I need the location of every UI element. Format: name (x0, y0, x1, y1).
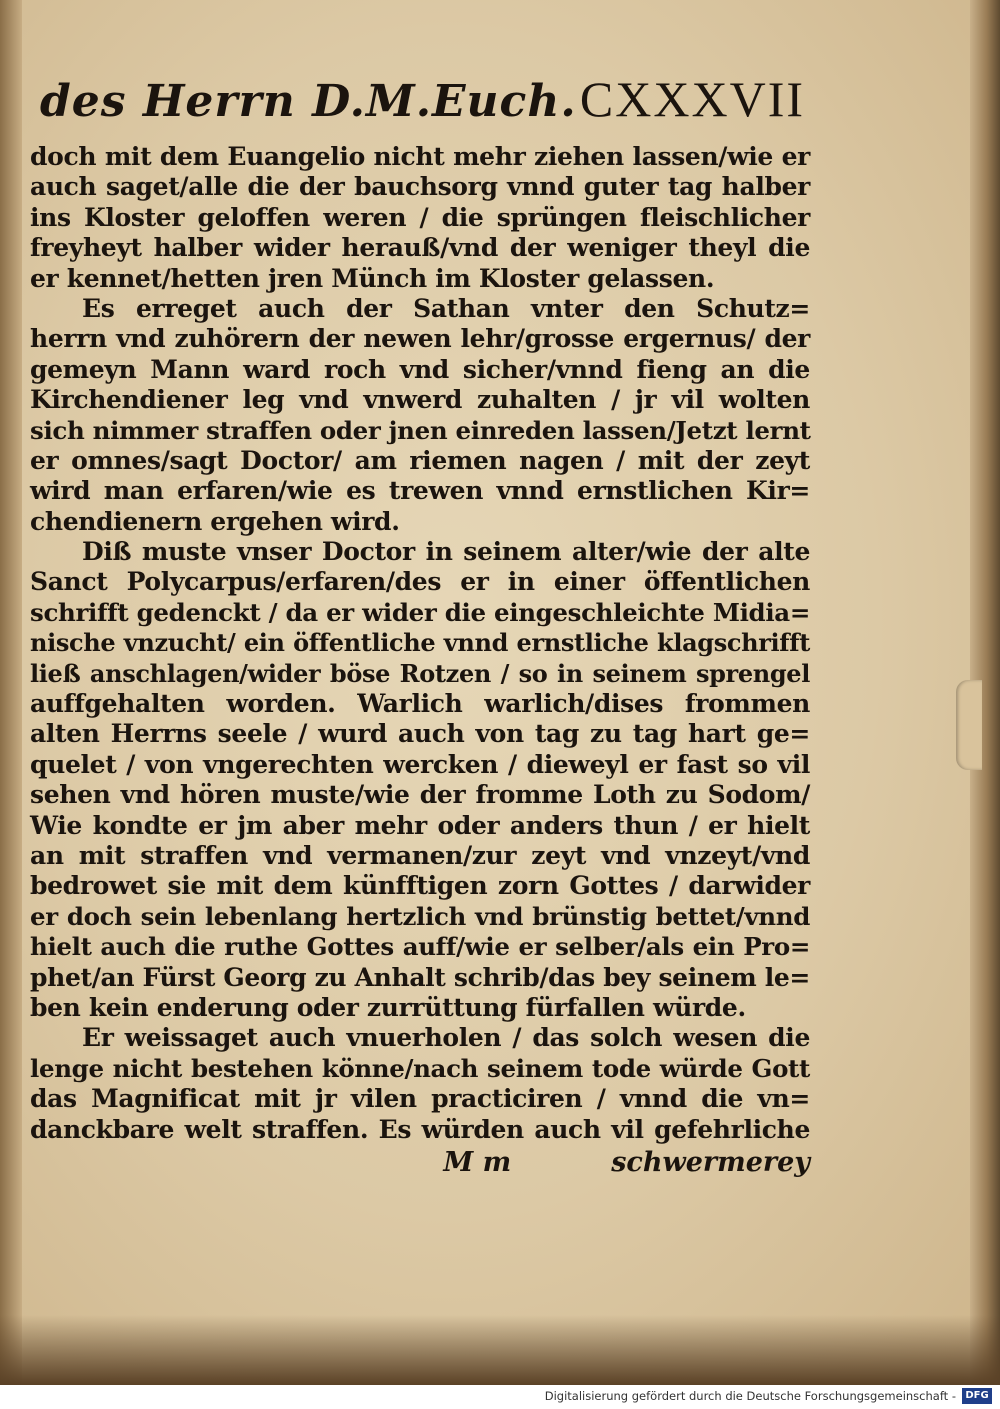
text-line: Er weissaget auch vnuerholen / das solch wesen die (82, 1023, 810, 1053)
text-line: freyheyt halber wider herauß/vnd der weniger theyl die (30, 233, 810, 263)
text-line: hielt auch die ruthe Gottes auff/wie er selber/als ein Pro= (30, 932, 810, 962)
text-line: an mit straffen vnd vermanen/zur zeyt vnd vnzeyt/vnd (30, 840, 810, 870)
text-line: er doch sein lebenlang hertzlich vnd brünstig bettet/vnnd (30, 901, 810, 931)
text-line: nische vnzucht/ ein öffentliche vnnd ernstliche klagschrifft (30, 628, 810, 658)
text-line: phet/an Fürst Georg zu Anhalt schrib/das bey seinem le= (30, 962, 811, 992)
page-bottom-shadow (0, 1315, 1000, 1385)
text-line: alten Herrns seele / wurd auch von tag zu tag hart ge= (30, 719, 810, 749)
text-line: Kirchendiener leg vnd vnwerd zuhalten / jr vil wolten (30, 385, 810, 415)
text-line: Es erreget auch der Sathan vnter den Schutz= (82, 293, 810, 323)
text-line: doch mit dem Euangelio nicht mehr ziehen lassen/wie er (30, 142, 810, 171)
text-line: sich nimmer straffen oder jnen einreden lassen/Jetzt lernt (30, 415, 811, 445)
text-line: chendienern ergehen wird. (30, 506, 400, 536)
text-line: ben kein enderung oder zurrüttung fürfallen würde. (30, 992, 746, 1022)
text-line: schrifft gedenckt / da er wider die eingeschleichte Midia= (30, 597, 810, 627)
text-line: auffgehalten worden. Warlich warlich/dises frommen (30, 689, 810, 719)
text-line: Sanct Polycarpus/erfaren/des er in einer öffentlichen (30, 567, 810, 597)
signature-mark: M m (443, 1146, 512, 1178)
page-left-edge (0, 0, 22, 1385)
running-head-title: des Herrn D.M.Euch. (40, 76, 577, 127)
dfg-logo-icon: DFG (962, 1388, 992, 1404)
printed-page (30, 70, 810, 1178)
folio-number: CXXXVII (579, 71, 805, 127)
body-text (30, 142, 810, 1145)
digitization-footer (0, 1385, 1000, 1409)
text-line: Wie kondte er jm aber mehr oder anders thun / er hielt (30, 810, 810, 840)
thumb-tab (956, 680, 982, 770)
text-line: quelet / von vngerechten wercken / dieweyl er fast so vil (30, 749, 810, 779)
text-line: er kennet/hetten jren Münch im Kloster gelassen. (30, 263, 715, 293)
text-line: er omnes/sagt Doctor/ am riemen nagen / mit der zeyt (30, 445, 810, 475)
text-line: wird man erfaren/wie es trewen vnnd ernstlichen Kir= (30, 476, 810, 506)
text-line: gemeyn Mann ward roch vnd sicher/vnnd fieng an die (30, 354, 810, 384)
text-line: das Magnificat mit jr vilen practiciren / vnnd die vn= (30, 1084, 810, 1114)
text-line: sehen vnd hören muste/wie der fromme Loth zu Sodom/ (30, 780, 810, 810)
text-line: ins Kloster geloffen weren / die sprüngen fleischlicher (30, 202, 810, 232)
running-head (40, 70, 805, 140)
text-line: danckbare welt straffen. Es würden auch vil gefehrliche (30, 1114, 810, 1144)
text-line: Diß muste vnser Doctor in seinem alter/wie der alte (82, 537, 810, 567)
catchword: schwermerey (611, 1146, 810, 1178)
text-line: ließ anschlagen/wider böse Rotzen / so in seinem sprengel (30, 658, 810, 688)
funding-credit: Digitalisierung gefördert durch die Deutsche Forschungsgemeinschaft - (544, 1389, 956, 1403)
catchline (30, 1147, 810, 1178)
text-line: lenge nicht bestehen könne/nach seinem tode würde Gott (30, 1053, 810, 1083)
text-line: auch saget/alle die der bauchsorg vnnd guter tag halber (30, 172, 810, 202)
text-line: bedrowet sie mit dem künfftigen zorn Gottes / darwider (30, 871, 810, 901)
text-line: herrn vnd zuhörern der newen lehr/grosse ergernus/ der (30, 324, 810, 354)
